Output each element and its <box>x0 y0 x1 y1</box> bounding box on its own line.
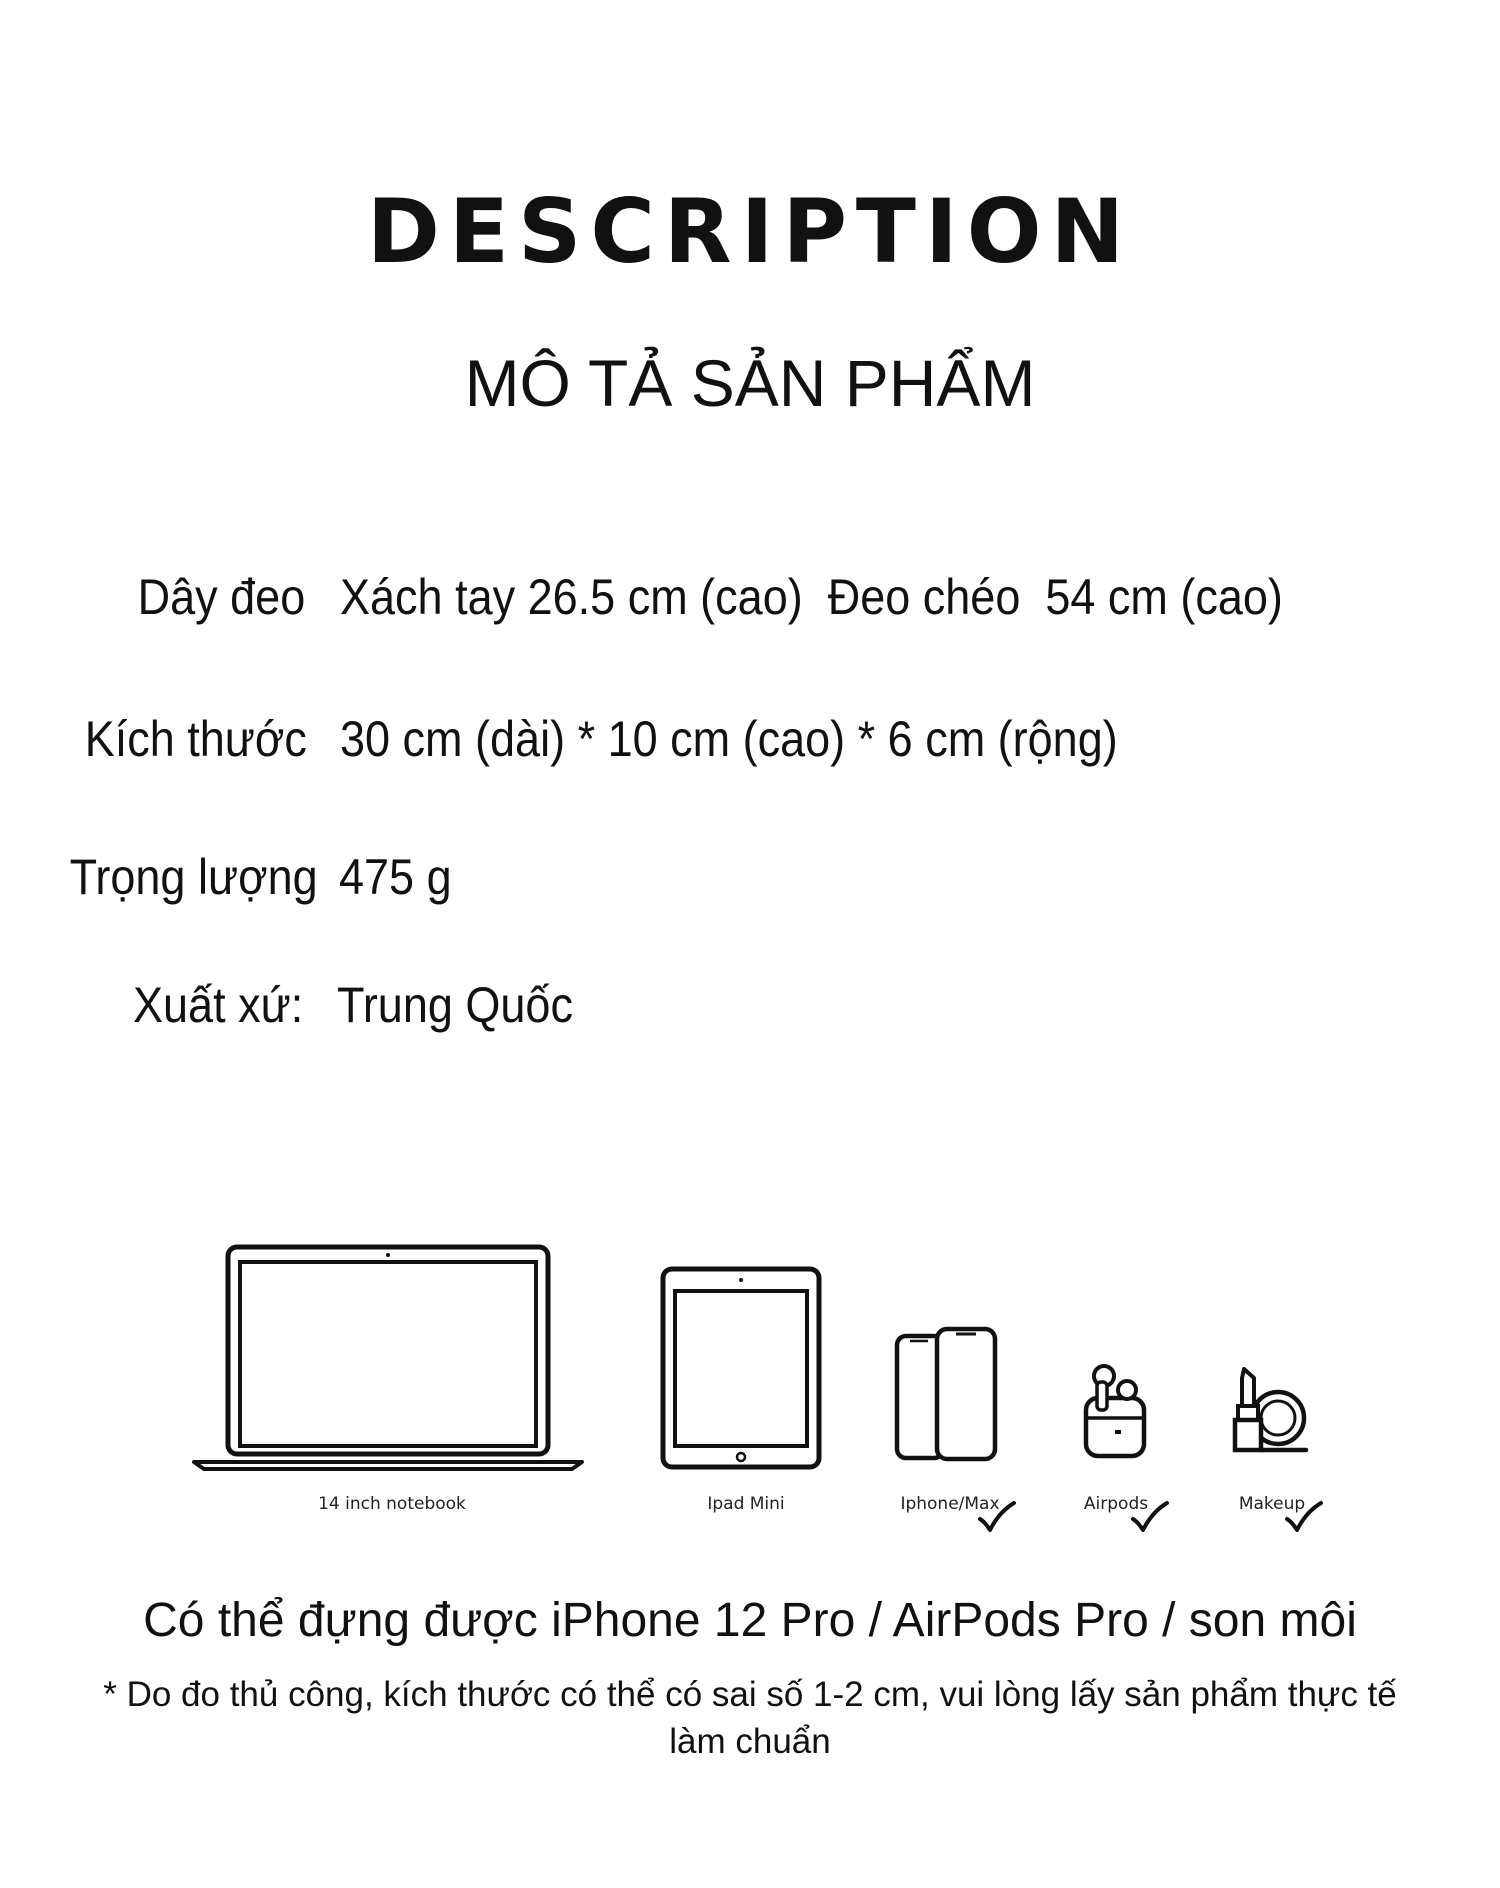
device-caption-makeup: Makeup <box>1238 1494 1306 1514</box>
page-subtitle: MÔ TẢ SẢN PHẨM <box>464 346 1036 420</box>
spec-label-size: Kích thước <box>84 711 307 767</box>
spec-value-origin: Trung Quốc <box>337 977 573 1033</box>
laptop-icon <box>188 1240 588 1476</box>
check-icon <box>1284 1500 1324 1534</box>
spec-label-weight: Trọng lượng <box>69 849 318 905</box>
device-caption-airpods: Airpods <box>1083 1494 1149 1514</box>
device-caption-tablet: Ipad Mini <box>707 1494 785 1514</box>
check-icon <box>977 1500 1017 1534</box>
device-caption-laptop: 14 inch notebook <box>318 1494 466 1514</box>
phones-icon <box>894 1326 1000 1462</box>
airpods-icon <box>1082 1362 1148 1460</box>
measurement-note: * Do đo thủ công, kích thước có thể có sai số 1-2 cm, vui lòng lấy sản phẩm thực tế làm chuẩn <box>103 1675 1397 1761</box>
spec-label-origin: Xuất xứ: <box>133 977 304 1033</box>
check-icon <box>1130 1500 1170 1534</box>
tablet-icon <box>660 1266 822 1470</box>
makeup-icon <box>1232 1366 1310 1454</box>
spec-value-size: 30 cm (dài) * 10 cm (cao) * 6 cm (rộng) <box>340 711 1118 767</box>
fit-statement: Có thể đựng được iPhone 12 Pro / AirPods Pro / son môi <box>143 1594 1357 1647</box>
page-title: DESCRIPTION <box>366 180 1134 283</box>
spec-value-weight: 475 g <box>339 849 452 905</box>
spec-label-strap: Dây đeo <box>137 569 305 625</box>
device-caption-phones: Iphone/Max <box>900 1494 1000 1514</box>
spec-value-strap: Xách tay 26.5 cm (cao) Đeo chéo 54 cm (cao) <box>340 569 1283 625</box>
